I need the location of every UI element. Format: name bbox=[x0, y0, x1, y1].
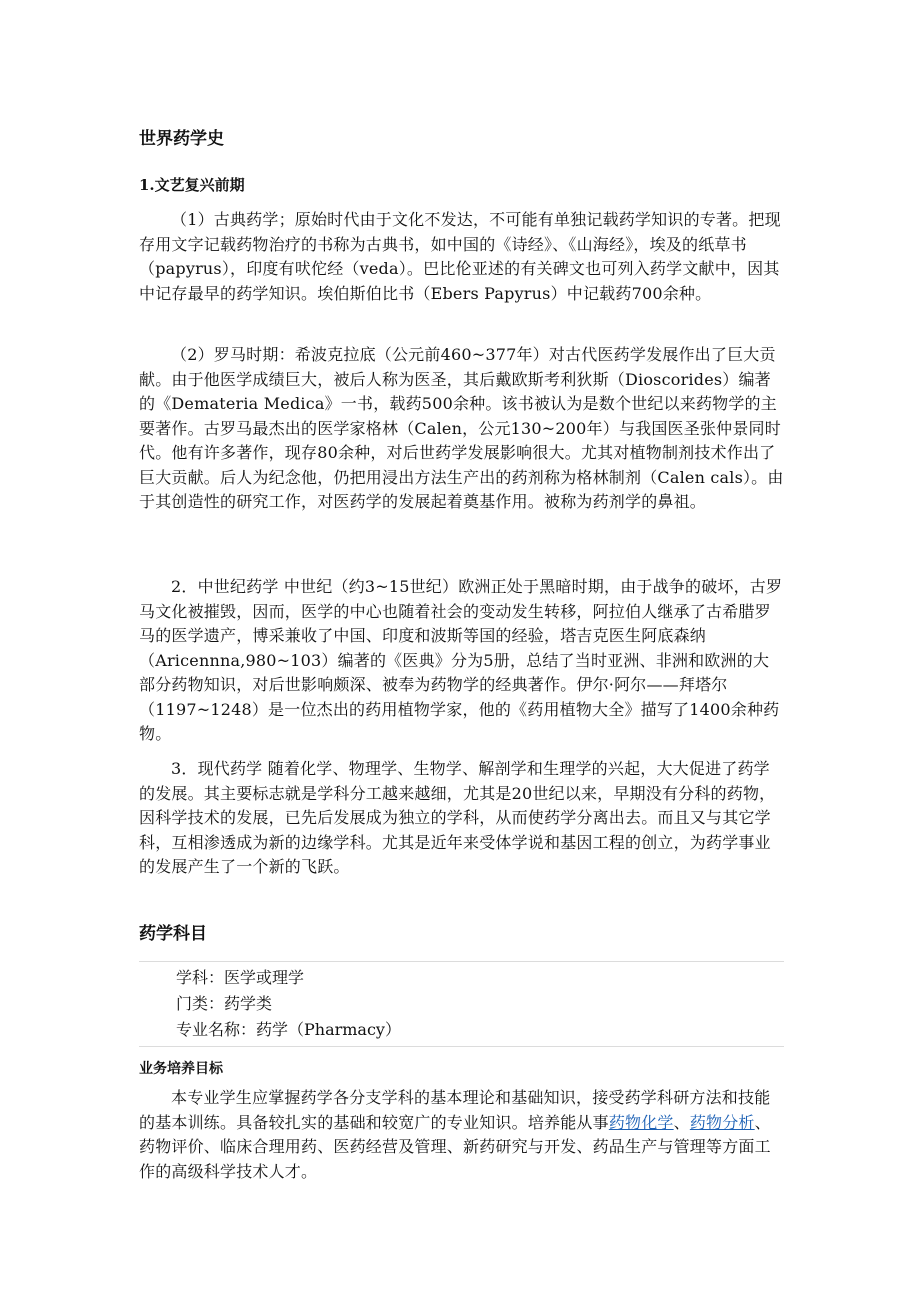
paragraph-roman-period: （2）罗马时期：希波克拉底（公元前460~377年）对古代医药学发展作出了巨大贡献。由于他医学成绩巨大，被后人称为医圣，其后戴欧斯考利狄斯（Dioscorides）编著的《Demateria Medica》一书，载药500余种。该书被认为是数个世纪以来药物学的主要著作。古罗马最杰出的医学家格林（Calen，公元130~200年）与我国医圣张仲景同时代。他有许多著作，现存80余种，对后世药学发展影响很大。尤其对植物制剂技术作出了巨大贡献。后人为纪念他，仍把用浸出方法生产出的药剂称为格林制剂（Calen cals）。由于其创造性的研究工作，对医药学的发展起着奠基作用。被称为药剂学的鼻祖。 bbox=[139, 345, 784, 511]
paragraph-modern-pharmacy: 3．现代药学 随着化学、物理学、生物学、解剖学和生理学的兴起，大大促进了药学的发展。其主要标志就是学科分工越来越细，尤其是20世纪以来，早期没有分科的药物，因科学技术的发展，已先后发展成为独立的学科，从而使药学分离出去。而且又与其它学科，互相渗透成为新的边缘学科。尤其是近年来受体学说和基因工程的创立，为药学事业的发展产生了一个新的飞跃。 bbox=[139, 759, 776, 876]
link-medicinal-chemistry[interactable]: 药物化学 bbox=[608, 1112, 674, 1132]
section-title-subjects: 药学科目 bbox=[139, 924, 207, 944]
training-goals-paragraph bbox=[139, 1086, 784, 1184]
training-goals-title: 业务培养目标 bbox=[139, 1061, 223, 1077]
divider bbox=[139, 1046, 784, 1047]
discipline-line: 学科：医学或理学 bbox=[176, 968, 305, 987]
goals-text-before: 本专业学生应掌握药学各分支学科的基本理论和基础知识，接受药学科研方法和技能的基本训练。具备较扎实的基础和较宽广的专业知识。培养能从事 bbox=[139, 1088, 771, 1132]
section-heading-renaissance: 1.文艺复兴前期 bbox=[139, 176, 245, 194]
category-line: 门类：药学类 bbox=[176, 994, 273, 1013]
goals-text-after: 、药物评价、临床合理用药、医药经营及管理、新药研究与开发、药品生产与管理等方面工作的高级科学技术人才。 bbox=[139, 1112, 771, 1181]
major-line: 专业名称：药学（Pharmacy） bbox=[176, 1020, 401, 1039]
link-pharmaceutical-analysis[interactable]: 药物分析 bbox=[689, 1112, 755, 1132]
page-title: 世界药学史 bbox=[139, 129, 224, 149]
paragraph-classical-pharmacy: （1）古典药学；原始时代由于文化不发达，不可能有单独记载药学知识的专著。把现存用文字记载药物治疗的书称为古典书，如中国的《诗经》、《山海经》，埃及的纸草书（papyrus），印度有吠佗经（veda）。巴比伦亚述的有关碑文也可列入药学文献中，因其中记存最早的药学知识。埃伯斯伯比书（Ebers Papyrus）中记载药700余种。 bbox=[139, 210, 781, 303]
goals-separator: 、 bbox=[673, 1112, 690, 1132]
paragraph-medieval-pharmacy: 2．中世纪药学 中世纪（约3~15世纪）欧洲正处于黑暗时期，由于战争的破坏，古罗马文化被摧毁，因而，医学的中心也随着社会的变动发生转移，阿拉伯人继承了古希腊罗马的医学遗产，博采兼收了中国、印度和波斯等国的经验，塔吉克医生阿底森纳（Aricennna,980~103）编著的《医典》分为5册，总结了当时亚洲、非洲和欧洲的大部分药物知识，对后世影响颇深、被奉为药物学的经典著作。伊尔·阿尔——拜塔尔（1197~1248）是一位杰出的药用植物学家，他的《药用植物大全》描写了1400余种药物。 bbox=[139, 577, 783, 743]
divider bbox=[139, 961, 784, 962]
